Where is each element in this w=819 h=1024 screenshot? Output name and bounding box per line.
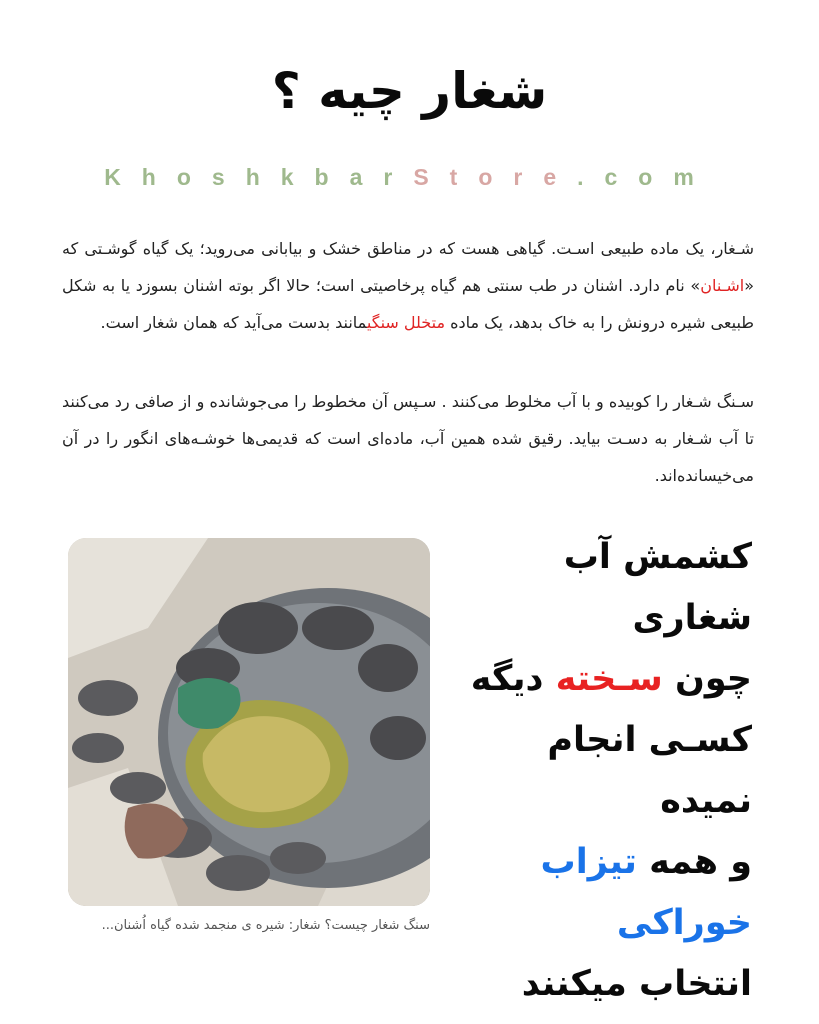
- highlight-hard: سـخته: [555, 659, 663, 699]
- image-caption: سنگ شغار چیست؟ شغار: شیره ی منجمد شده گیاه اُشنان...: [101, 918, 430, 933]
- highlight-porous-stone: متخلل سنگی: [366, 313, 446, 332]
- shoghar-stones-image: [68, 538, 430, 906]
- paragraph-line: مانند بدست می‌آید که همان شغار است.: [100, 313, 367, 332]
- paragraph-line: شـغار، یک ماده طبیعی اسـت. گیاهی هست که در مناطق خشک و بیابانی می‌روید؛: [199, 239, 754, 258]
- slogan-block: [452, 527, 752, 1015]
- intro-paragraph: [62, 230, 754, 341]
- paragraph-line: یک گیاه گوشـتی که «: [62, 239, 755, 295]
- brand-part-store: Store: [413, 164, 578, 190]
- highlight-ashnan: اشـنان: [700, 276, 745, 295]
- brand-part-com: .com: [577, 164, 715, 190]
- process-paragraph: سـنگ شـغار را کوبیده و با آب مخلوط می‌کنند . سـپس آن مخطوط را می‌جوشانده و از صافی رد می‌کنند تا آب شـغار به دسـت بیاید. رقیق شده همین آب، ماده‌ای است که قدیمی‌ها خوشـه‌های انگور را در آن می‌خیسانده‌اند.: [62, 392, 754, 485]
- slogan-line-1: کشمش آب شغاری: [563, 537, 752, 638]
- slogan-line-5: انتخاب میکنند: [521, 964, 752, 1004]
- slogan-text: چون: [662, 659, 752, 699]
- slogan-line-3: کسـی انجام نمیده: [547, 720, 752, 821]
- shoghar-stones-photo-icon: [68, 538, 430, 906]
- slogan-text: دیگه: [470, 659, 556, 699]
- page-title: شغار چیه ؟: [271, 62, 548, 120]
- slogan-line-2: [452, 649, 752, 710]
- highlight-edible-acid: تیزاب خوراکی: [540, 842, 752, 943]
- paragraph-line: » نام دارد. اشنان در طب سنتی هم گیاه پرخاصیتی است؛: [315, 276, 701, 295]
- paragraph-line: حالا اگر بوته اشنان بسوزد یا به شکل طبیعی شیره درونش را به خاک بدهد، یک ماده: [62, 276, 754, 332]
- brand-part-khoshkbar: Khoshkbar: [104, 164, 414, 190]
- brand-watermark: [0, 164, 819, 191]
- slogan-line-4: [452, 832, 752, 954]
- slogan-text: و همه: [636, 842, 752, 882]
